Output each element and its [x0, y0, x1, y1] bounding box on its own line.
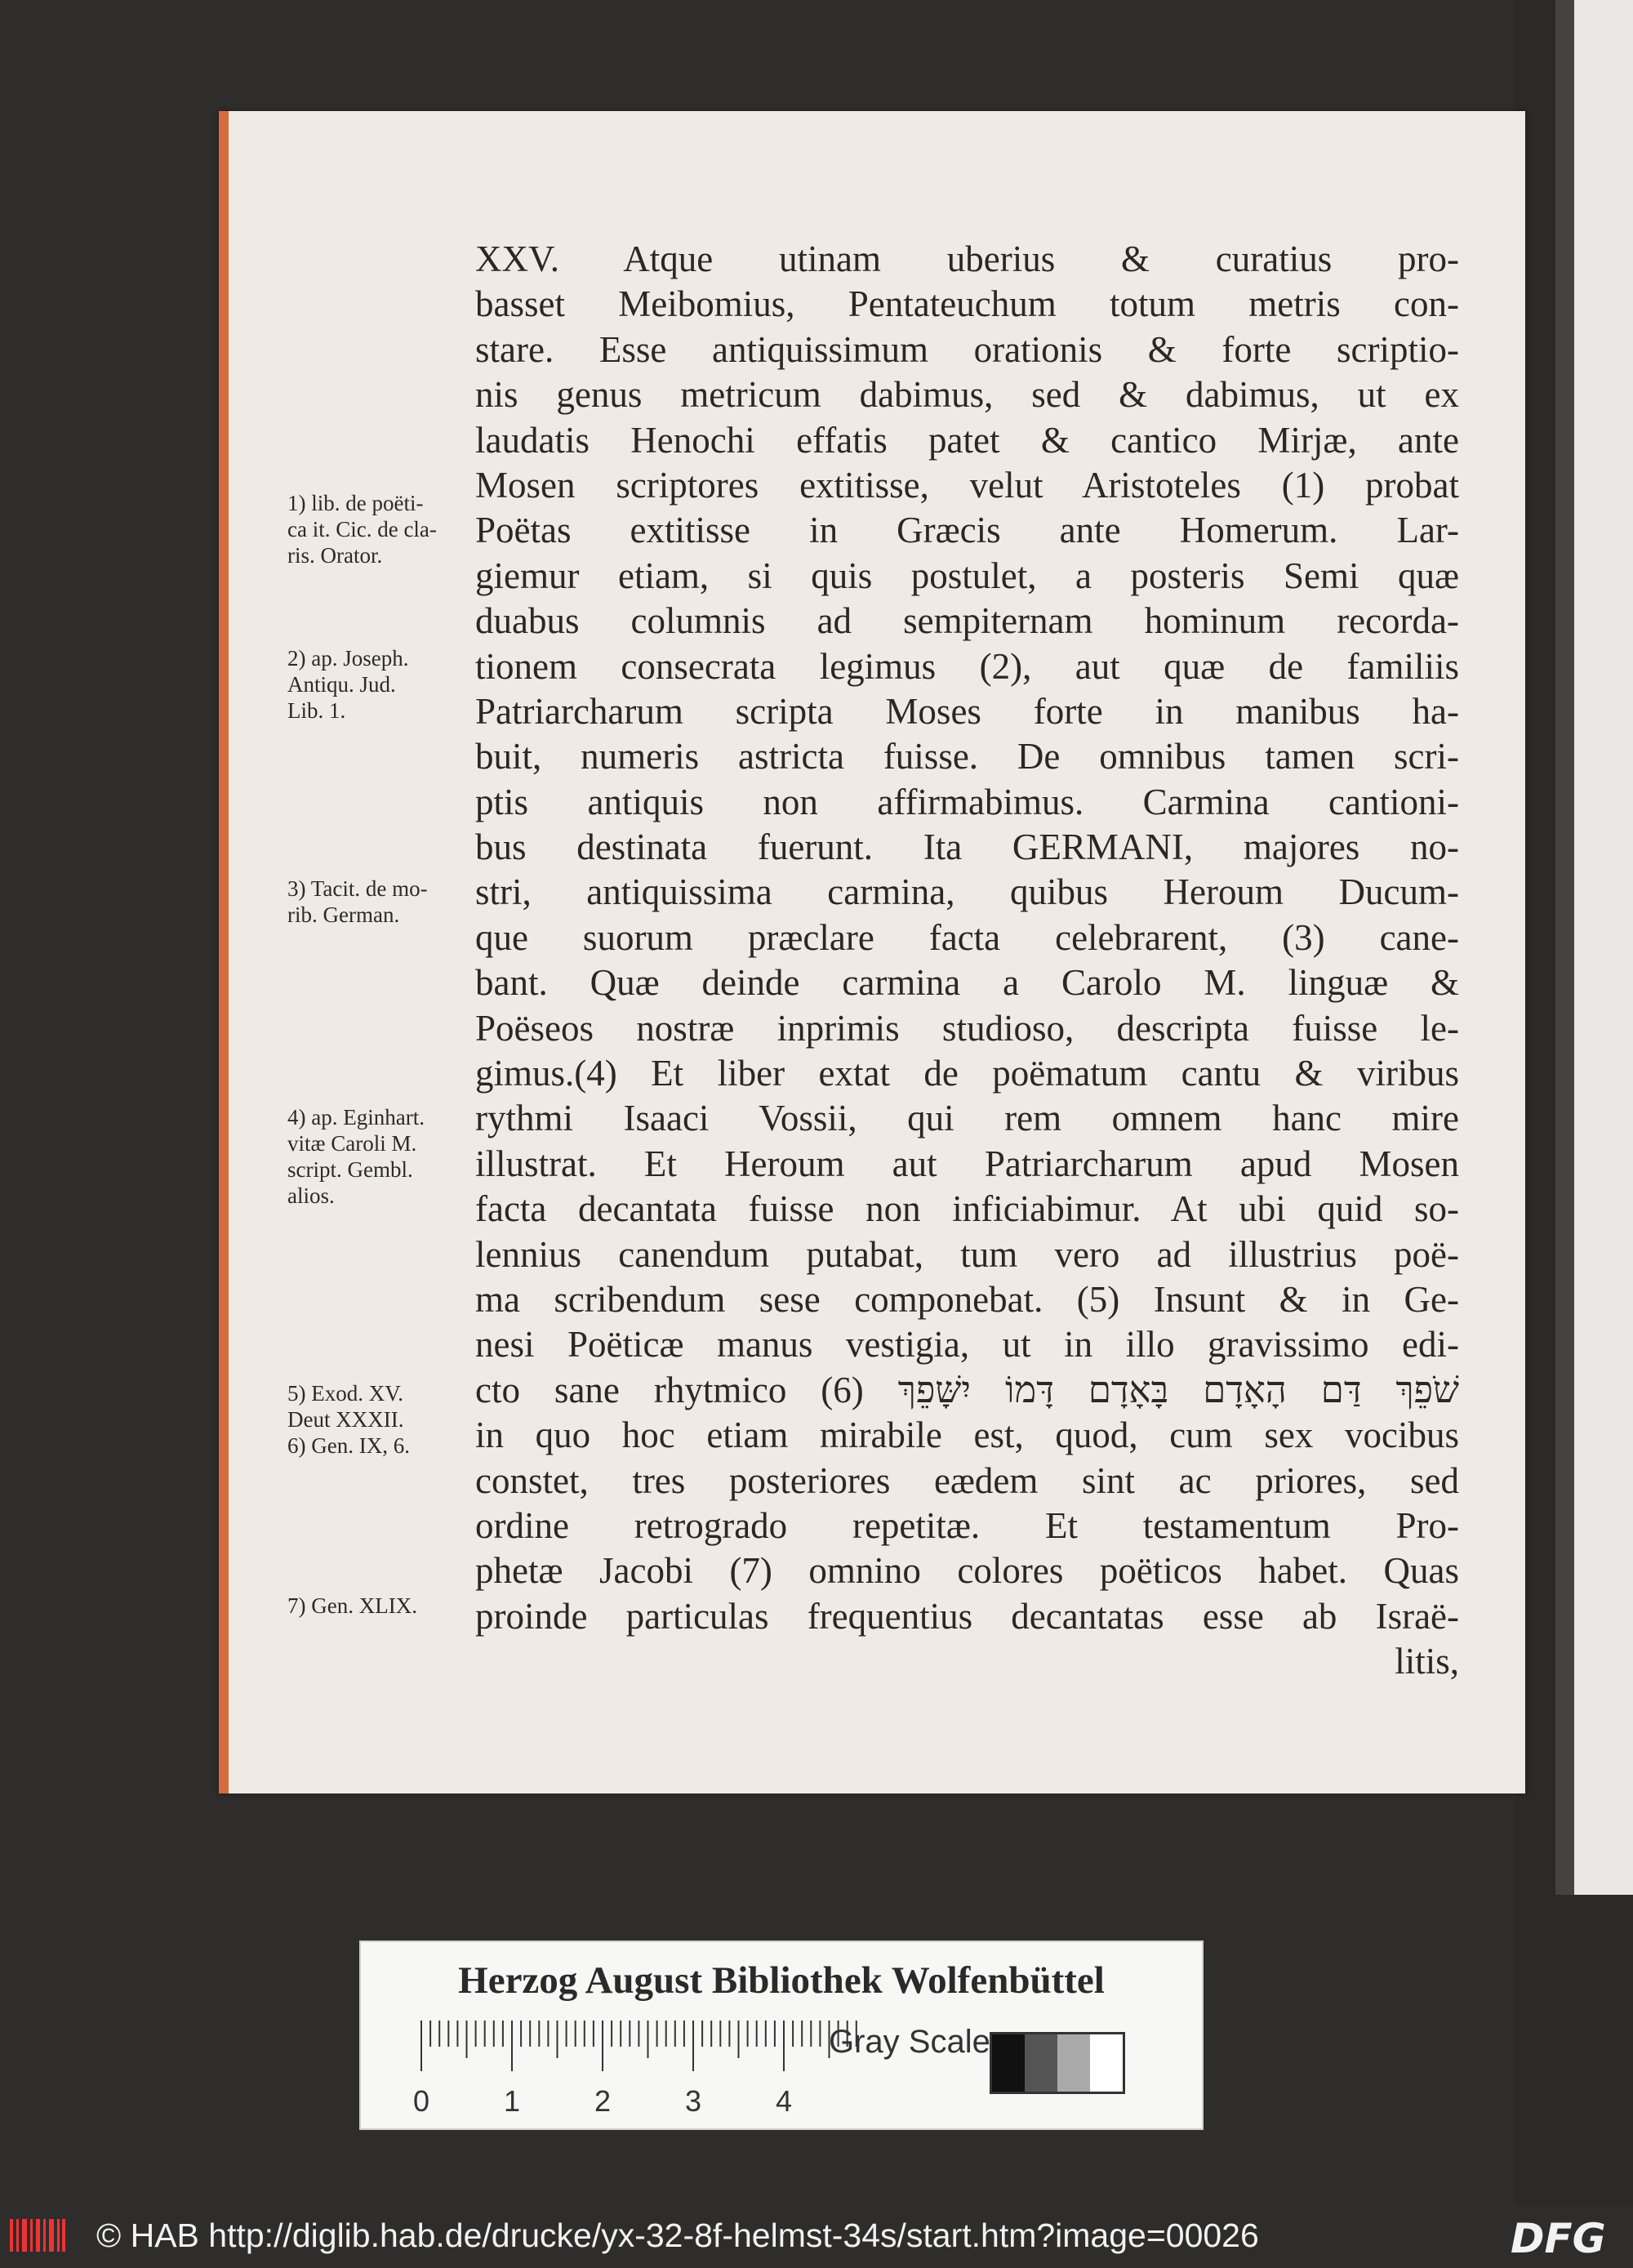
text-line: Poëtas extitisse in Græcis ante Homerum. Lar- — [475, 510, 1459, 551]
library-title: Herzog August Bibliothek Wolfenbüttel — [458, 1959, 1105, 2002]
text-line: proinde particulas frequentius decantatas esse ab Israë- — [475, 1595, 1459, 1637]
margin-note — [287, 645, 479, 724]
page-edge — [219, 111, 229, 1793]
text-line: illustrat. Et Heroum aut Patriarcharum apud Mosen — [475, 1143, 1459, 1184]
text-line: Poëseos nostræ inprimis studioso, descripta fuisse le- — [475, 1007, 1459, 1049]
dfg-logo: DFG — [1511, 2215, 1606, 2262]
margin-note-line: Deut XXXII. — [287, 1407, 404, 1432]
margin-note-line: 1) lib. de poëti- — [287, 491, 424, 515]
text-line: giemur etiam, si quis postulet, a posteris Semi quæ — [475, 555, 1459, 596]
ruler-number: 2 — [594, 2084, 612, 2118]
text-line: ordine retrogrado repetitæ. Et testamentum Pro- — [475, 1504, 1459, 1546]
text-line: cto sane rhytmico (6) שֹׁפֵךְ דַּם הָאָדָם בָּאָדָם דָּמוֹ יִשָּׁפֵךְ — [475, 1369, 1459, 1410]
text-line: que suorum præclare facta celebrarent, (3) cane- — [475, 916, 1459, 958]
margin-note-line: vitæ Caroli M. — [287, 1131, 417, 1156]
copyright-url: © HAB http://diglib.hab.de/drucke/yx-32-8f-helmst-34s/start.htm?image=00026 — [96, 2217, 1259, 2254]
gray-patch — [1057, 2034, 1090, 2092]
text-line: duabus columnis ad sempiternam hominum recorda- — [475, 600, 1459, 642]
text-line: bus destinata fuerunt. Ita GERMANI, majores no- — [475, 827, 1459, 868]
text-line: lennius canendum putabat, tum vero ad illustrius poë- — [475, 1233, 1459, 1275]
margin-note-line: 2) ap. Joseph. — [287, 646, 409, 671]
adjacent-page — [1574, 0, 1633, 1895]
text-line: litis, — [1395, 1641, 1459, 1682]
text-line: laudatis Henochi effatis patet & cantico Mirjæ, ante — [475, 419, 1459, 461]
margin-note — [287, 1104, 479, 1209]
text-line: bant. Quæ deinde carmina a Carolo M. linguæ & — [475, 962, 1459, 1004]
margin-note-line: alios. — [287, 1183, 335, 1208]
text-line: stri, antiquissima carmina, quibus Heroum Ducum- — [475, 871, 1459, 913]
barcode-icon — [8, 2217, 67, 2253]
margin-note-line: Antiqu. Jud. — [287, 672, 396, 697]
margin-note-line: 4) ap. Eginhart. — [287, 1105, 425, 1130]
text-line: ptis antiquis non affirmabimus. Carmina cantioni- — [475, 781, 1459, 822]
text-line: nis genus metricum dabimus, sed & dabimus, ut ex — [475, 374, 1459, 416]
margin-note — [287, 876, 479, 928]
text-line: Patriarcharum scripta Moses forte in manibus ha- — [475, 690, 1459, 732]
text-line: facta decantata fuisse non inficiabimur. At ubi quid so- — [475, 1188, 1459, 1230]
margin-note-line: rib. German. — [287, 902, 400, 927]
text-line: Mosen scriptores extitisse, velut Aristoteles (1) probat — [475, 464, 1459, 506]
text-line: stare. Esse antiquissimum orationis & forte scriptio- — [475, 328, 1459, 370]
margin-note-line: 6) Gen. IX, 6. — [287, 1433, 410, 1458]
text-line: basset Meibomius, Pentateuchum totum metris con- — [475, 283, 1459, 325]
text-line: XXV. Atque utinam uberius & curatius pro- — [475, 238, 1459, 279]
gray-scale-label: Gray Scale — [829, 2024, 990, 2060]
gray-patch — [992, 2034, 1025, 2092]
gray-scale-patches — [990, 2032, 1125, 2094]
margin-note-line: ca it. Cic. de cla- — [287, 517, 437, 541]
margin-note — [287, 1593, 479, 1619]
text-line: constet, tres posteriores eædem sint ac priores, sed — [475, 1459, 1459, 1501]
margin-note-line: Lib. 1. — [287, 698, 346, 723]
margin-note-line: script. Gembl. — [287, 1157, 413, 1182]
ruler-number: 3 — [685, 2084, 702, 2118]
ruler-number: 1 — [504, 2084, 521, 2118]
text-line: rythmi Isaaci Vossii, qui rem omnem hanc mire — [475, 1098, 1459, 1139]
text-line: in quo hoc etiam mirabile est, quod, cum sex vocibus — [475, 1415, 1459, 1456]
text-line: buit, numeris astricta fuisse. De omnibus tamen scri- — [475, 736, 1459, 778]
text-line: nesi Poëticæ manus vestigia, ut in illo gravissimo edi- — [475, 1324, 1459, 1366]
gray-patch — [1025, 2034, 1057, 2092]
ruler-number: 4 — [776, 2084, 793, 2118]
gray-patch — [1090, 2034, 1123, 2092]
page-body-text — [475, 237, 1459, 1685]
text-line: gimus.(4) Et liber extat de poëmatum cantu & viribus — [475, 1053, 1459, 1094]
margin-note — [287, 490, 479, 568]
text-line: tionem consecrata legimus (2), aut quæ de familiis — [475, 645, 1459, 687]
color-target-card — [359, 1940, 1204, 2130]
margin-note-line: 3) Tacit. de mo- — [287, 876, 428, 901]
margin-note-line: 7) Gen. XLIX. — [287, 1593, 417, 1618]
margin-note — [287, 1380, 479, 1459]
ruler-number: 0 — [413, 2084, 430, 2118]
margin-note-line: 5) Exod. XV. — [287, 1381, 404, 1406]
text-line: ma scribendum sese componebat. (5) Insunt & in Ge- — [475, 1278, 1459, 1320]
text-line: phetæ Jacobi (7) omnino colores poëticos habet. Quas — [475, 1550, 1459, 1592]
margin-note-line: ris. Orator. — [287, 543, 383, 568]
